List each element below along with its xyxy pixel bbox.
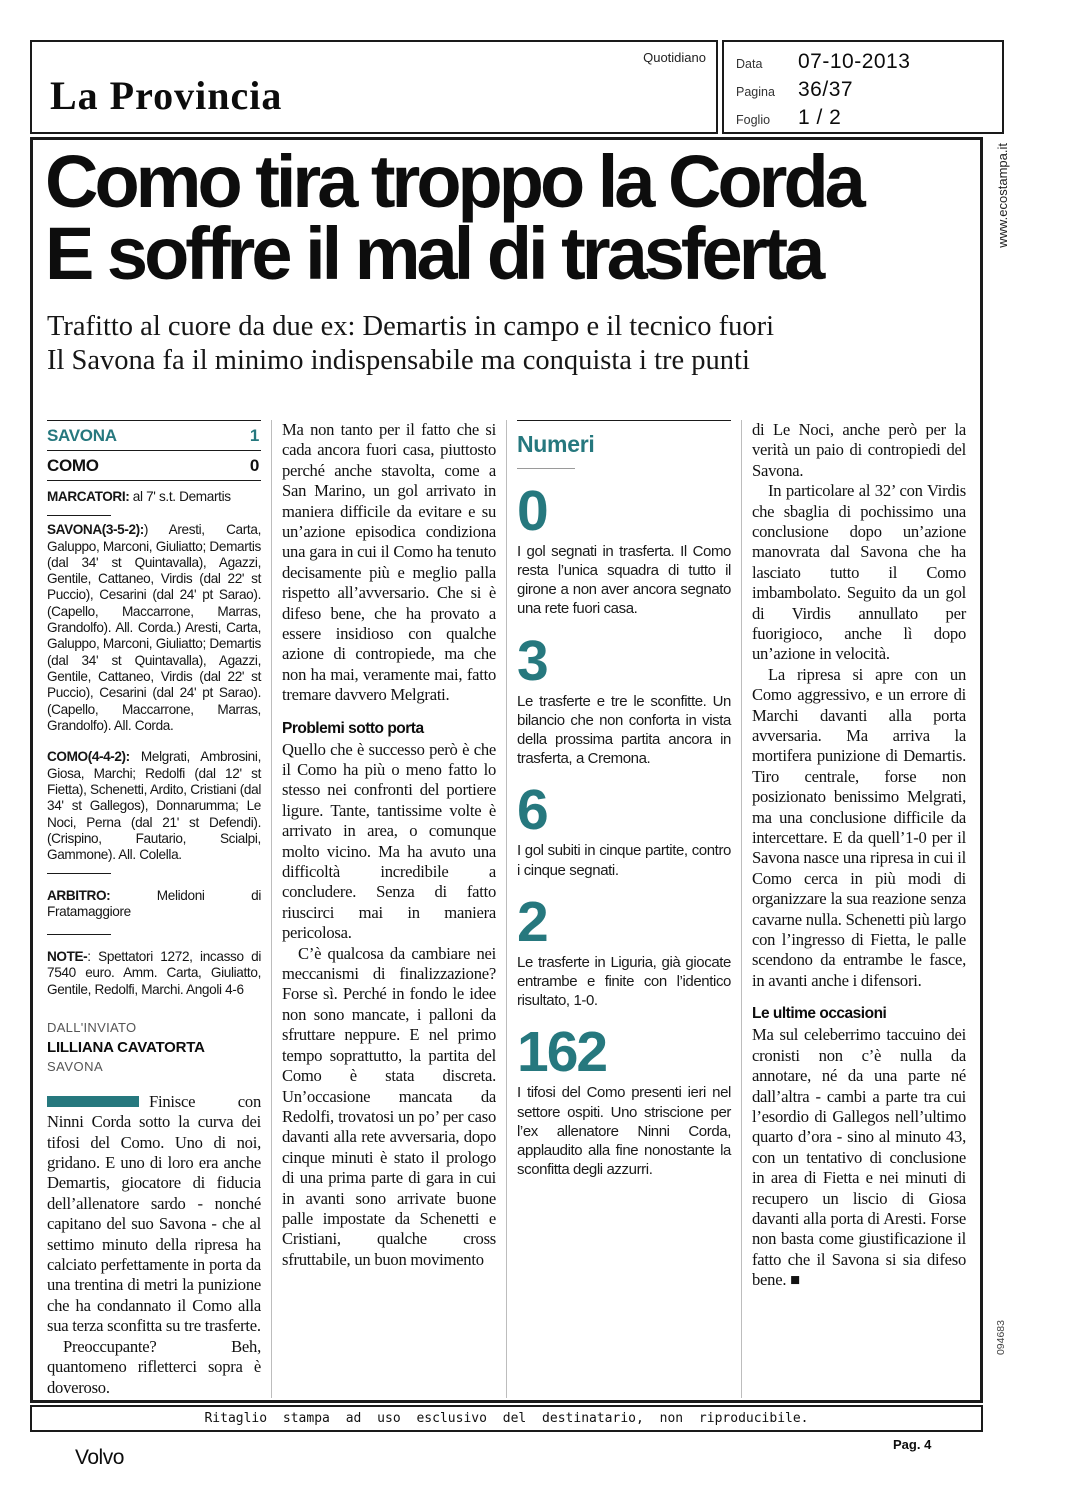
numeri-item — [517, 889, 731, 1011]
article-columns — [33, 420, 980, 1398]
column-body-4 — [741, 420, 968, 1398]
paragraph — [47, 1092, 261, 1337]
team-score-savona: 1 — [249, 425, 259, 445]
clipping-meta-box — [722, 40, 1004, 134]
meta-label: Pagina — [736, 85, 775, 99]
headline-line1: Como tira troppo la Corda — [45, 140, 862, 223]
marcatori-value: al 7' s.t. Demartis — [129, 488, 231, 504]
subhead-problemi: Problemi sotto porta — [282, 719, 424, 737]
lineup-como-text: Melgrati, Ambrosini, Giosa, Marchi; Redolfi (dal 12' st Fietta), Schenetti, Ardito, Cristiani (dal 34' st Gallegos), Donnarumma; Le Noci, Perna (dal 21' st Defendi). (Crispino, Fautario, Scialpi, Gammone). All. Colella. — [47, 749, 261, 863]
paragraph: C’è qualcosa da cambiare nei meccanismi di finalizzazione? Forse sì. Perché in fondo le idee non sono mancate, i palloni da sfruttare neppure. E nel primo tempo soprattutto, la partita del Como è stata discreta. Un’occasione mancata da Redolfi, trovatosi un po’ per caso davanti alla rete avversaria, dopo cinque minuti è stato il prologo di una prima parte di gara in cui in avanti sono arrivate buone palle impostate da Schenetti e Cristiani, qualche cross sfruttabile, un buon movimento — [282, 943, 496, 1269]
byline-dateline: DALL'INVIATO — [47, 1019, 137, 1035]
numeri-item — [517, 478, 731, 619]
meta-row-foglio — [736, 106, 1002, 130]
article-body-col1 — [47, 1092, 261, 1398]
numeri-text: Le trasferte e tre le sconfitte. Un bilancio che non conforta in vista della prossima partita ancora in trasferta, a Cremona. — [517, 692, 731, 768]
byline-location: SAVONA — [47, 1058, 104, 1074]
newspaper-logo: La Provincia — [50, 73, 283, 118]
meta-value-page: 36/37 — [798, 78, 854, 101]
paragraph: In particolare al 32’ con Virdis che sbaglia di pochissimo una conclusione dopo un’azione manovrata dal Savona che ha lasciato tutto il Como imbambolato. Seguito da un gol di Virdis annullato per fuorigioco, anche lì dopo un’azione in velocità. — [752, 481, 966, 664]
meta-label: Data — [736, 57, 763, 71]
subtitle — [47, 310, 966, 378]
paragraph: La ripresa si apre con un Como aggressivo, e un errore di Marchi davanti alla porta avversaria. Ma arriva la mortifera punizione di Demartis. Tiro centrale, forse non posizionato benissimo Melgrati, ma una conclusione difficile da intercettare. E da quell’1-0 per il Savona nasce una ripresa in cui il Como cerca in più modi di organizzare la sua reazione senza cavarne nulla. Schenetti più largo con l’ingresso di Fietta, le palle scendono da entrambe le fasce, in avanti anche i difensori. — [752, 664, 966, 990]
numeri-text: I gol subiti in cinque partite, contro i cinque segnati. — [517, 842, 731, 879]
lead-bar-marker — [47, 1096, 139, 1107]
numeri-item — [517, 628, 731, 769]
subtitle-line2: Il Savona fa il minimo indispensabile ma conquista i tre punti — [47, 344, 750, 376]
column-match-data — [45, 420, 271, 1398]
lineup-como — [47, 749, 261, 863]
paragraph-text: Finisce con Ninni Corda sotto la curva dei tifosi del Como. Uno di noi, gridano. E uno di loro era anche Demartis, giocatore di fiducia dell’allenatore sardo - nonché capitano del suo Savona - che al settimo minuto della ripresa ha calciato perfettamente in porta da una trentina di metri la punizione che ha condannato il Como alla sua terza sconfitta su tre trasferte. — [47, 1091, 261, 1336]
subhead-ultime-occasioni: Le ultime occasioni — [752, 1005, 887, 1023]
headline — [45, 140, 968, 295]
divider — [517, 420, 731, 421]
subtitle-line1: Trafitto al cuore da due ex: Demartis in campo e il tecnico fuori — [47, 310, 775, 342]
divider — [47, 480, 261, 481]
meta-value-sheet: 1 / 2 — [798, 106, 842, 129]
byline-author: LILLIANA CAVATORTA — [47, 1038, 205, 1056]
divider-short — [47, 873, 111, 874]
numeri-number: 0 — [517, 478, 547, 543]
lineup-savona-label: SAVONA(3-5-2): — [47, 522, 144, 538]
headline-line2: E soffre il mal di trasferta — [45, 211, 822, 295]
vertical-website-text: www.ecostampa.it — [995, 143, 1010, 248]
numeri-number: 6 — [517, 778, 547, 843]
arbitro-line — [47, 888, 261, 921]
meta-value-date: 07-10-2013 — [798, 50, 911, 73]
column-numeri — [506, 420, 741, 1398]
numeri-item — [517, 1020, 731, 1179]
paragraph: Quello che è successo però è che il Como ha più o meno fatto lo stesso nei confronti del portiere ligure. Tante, tantissime volte è arrivato in area, o comunque molto vicino. Ma ha avuto una difficoltà incredibile a concludere. Senza di fatto riuscirci mai in maniera pericolosa. — [282, 739, 496, 943]
lineup-savona — [47, 522, 261, 734]
score-row-como — [47, 451, 261, 480]
vertical-code-text: 094683 — [995, 1320, 1007, 1356]
column-body-2 — [271, 420, 506, 1398]
note-line — [47, 949, 261, 998]
footer-page-number: Pag. 4 — [893, 1437, 932, 1452]
marcatori-line — [47, 489, 261, 505]
paragraph: Preoccupante? Beh, quantomeno rifletterci sopra è doveroso. — [47, 1336, 261, 1397]
footer-brand-label: Volvo — [75, 1446, 124, 1469]
periodicity-label: Quotidiano — [643, 50, 706, 65]
masthead-box — [30, 40, 718, 134]
arbitro-value: Melidoni di Fratamaggiore — [47, 888, 261, 920]
numeri-number: 3 — [517, 628, 547, 693]
numeri-text: Le trasferte in Liguria, già giocate entrambe e finite con l’identico risultato, 1-0. — [517, 953, 731, 1010]
note-value: : Spettatori 1272, incasso di 7540 euro. Amm. Carta, Giuliatto, Gentile, Redolfi, Marchi. Angoli 4-6 — [47, 948, 261, 997]
numeri-text: I tifosi del Como presenti ieri nel settore ospiti. Uno striscione per l’ex allenatore Ninni Corda, applaudito alla fine nonostante la sconfitta degli azzurri. — [517, 1084, 731, 1179]
lineup-como-label: COMO(4-4-2): — [47, 749, 130, 765]
lineup-savona-text: ) Aresti, Carta, Galuppo, Marconi, Giuliatto; Demartis (dal 34' st Quintavalla), Agazzi, Gentile, Cattaneo, Virdis (dal 22' st Puccio), Cesarini (dal 24' pt Sarao). (Capello, Maccarrone, Marras, Grandolfo). All. Corda.) Aresti, Carta, Galuppo, Marconi, Giuliatto; Demartis (dal 34' st Quintavalla), Agazzi, Gentile, Cattaneo, Virdis (dal 22' st Puccio), Cesarini (dal 24' pt Sarao). (Capello, Maccarrone, Marras, Grandolfo). All. Corda. — [47, 522, 261, 733]
meta-row-data — [736, 50, 1002, 74]
divider-short — [47, 515, 111, 516]
team-name-como: COMO — [47, 455, 99, 475]
article-frame — [30, 137, 983, 1403]
numeri-item — [517, 778, 731, 879]
numeri-title: Numeri — [517, 430, 595, 457]
score-row-savona — [47, 421, 261, 450]
meta-label: Foglio — [736, 113, 771, 127]
byline — [47, 1020, 261, 1074]
divider-short — [517, 468, 575, 469]
arbitro-label: ARBITRO: — [47, 888, 111, 904]
note-label: NOTE- — [47, 948, 88, 964]
numeri-number: 162 — [517, 1020, 607, 1085]
team-name-savona: SAVONA — [47, 425, 117, 445]
paragraph: di Le Noci, anche però per la verità un paio di contropiedi del Savona. — [752, 419, 966, 480]
numeri-number: 2 — [517, 889, 547, 954]
team-score-como: 0 — [249, 455, 259, 475]
divider-short — [47, 934, 111, 935]
reproduction-notice-strip: Ritaglio stampa ad uso esclusivo del destinatario, non riproducibile. — [30, 1405, 983, 1432]
paragraph: Ma sul celeberrimo taccuino dei cronisti non c’è nulla da annotare, né da una parte né dall’altra - cambi a parte tra cui l’esordio di Gallegos nell’ultimo quarto d’ora - sino al minuto 43, con un tentativo di conclusione in area di Fietta e nei minuti di recupero un liscio di Giosa davanti alla porta di Aresti. Forse non basta come giustificazione il fatto che il Savona si sia difeso bene. ■ — [752, 1025, 966, 1290]
paragraph: Ma non tanto per il fatto che si cada ancora fuori casa, piuttosto perché anche stavolta, come a San Marino, un gol arrivato in maniera difficile da evitare e su un’azione episodica condiziona una gara in cui il Como ha tenuto decisamente più e meglio palla rispetto all’avversario. Che si è difeso bene, che ha provato a essere insidioso con qualche azione di contropiede, ma che non ha mai, veramente mai, fatto tremare davvero Melgrati. — [282, 419, 496, 705]
numeri-text: I gol segnati in trasferta. Il Como resta l’unica squadra di tutto il girone a non aver ancora segnato una rete fuori casa. — [517, 542, 731, 618]
meta-row-pagina — [736, 78, 1002, 102]
marcatori-label: MARCATORI: — [47, 488, 130, 504]
